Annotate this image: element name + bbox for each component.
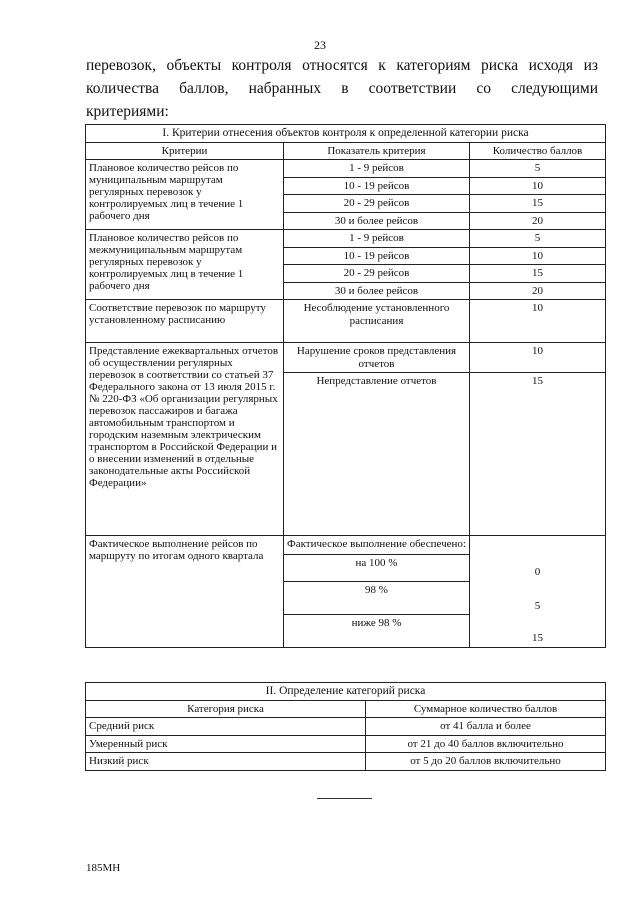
- score-cell: 20: [470, 212, 606, 230]
- end-rule: [317, 798, 372, 799]
- intro-line-2: количества баллов, набранных в соответствии со следующими: [86, 80, 598, 97]
- risk-categories-table: [85, 682, 606, 771]
- indicator-cell: 98 %: [284, 581, 470, 614]
- score-value: 15: [532, 632, 543, 644]
- category-cell: Умеренный риск: [86, 735, 366, 753]
- score-cell: 10: [470, 343, 606, 373]
- table-row: [86, 230, 606, 248]
- indicator-subheader: Фактическое выполнение обеспечено:: [284, 536, 470, 555]
- indicator-cell: 20 - 29 рейсов: [284, 265, 470, 283]
- indicator-cell: 1 - 9 рейсов: [284, 230, 470, 248]
- risk-criteria-table: [85, 124, 606, 648]
- intro-line-1: перевозок, объекты контроля относятся к категориям риска исходя из: [86, 57, 598, 74]
- indicator-cell: на 100 %: [284, 554, 470, 581]
- criterion-intermunicipal-trips: Плановое количество рейсов по межмуниципальным маршрутам регулярных перевозок у контролируемых лиц в течение 1 рабочего дня: [86, 230, 284, 300]
- header-score: Количество баллов: [470, 142, 606, 160]
- score-cell: 5: [470, 230, 606, 248]
- indicator-cell: 10 - 19 рейсов: [284, 177, 470, 195]
- header-criteria: Критерии: [86, 142, 284, 160]
- table-row: [86, 300, 606, 343]
- header-points: Суммарное количество баллов: [366, 700, 606, 718]
- indicator-cell: Нарушение сроков представления отчетов: [284, 343, 470, 373]
- indicator-cell: Несоблюдение установленного расписания: [284, 300, 470, 343]
- page-number: 23: [314, 38, 326, 52]
- table-header-row: [86, 142, 606, 160]
- table-title-row: [86, 683, 606, 701]
- score-value: 5: [534, 600, 541, 612]
- table2-title: II. Определение категорий риска: [86, 683, 606, 701]
- indicator-cell: 10 - 19 рейсов: [284, 247, 470, 265]
- table-row: [86, 343, 606, 373]
- table-row: [86, 160, 606, 178]
- table-title-row: [86, 125, 606, 143]
- table-row: [86, 718, 606, 736]
- header-indicator: Показатель критерия: [284, 142, 470, 160]
- points-cell: от 21 до 40 баллов включительно: [366, 735, 606, 753]
- score-value: 0: [534, 566, 541, 578]
- criterion-municipal-trips: Плановое количество рейсов по муниципальным маршрутам регулярных перевозок у контролируемых лиц в течение 1 рабочего дня: [86, 160, 284, 230]
- table-row: [86, 753, 606, 771]
- table-header-row: [86, 700, 606, 718]
- table-row: [86, 536, 606, 555]
- criterion-quarterly-reports: Представление ежеквартальных отчетов об осуществлении регулярных перевозок в соответствии со статьей 37 Федерального закона от 13 июля 2015 г. № 220-ФЗ «Об организации регулярных перевозок пассажиров и багажа автомобильным транспортом и городским наземным электрическим транспортом в Российской Федерации и о внесении изменений в отдельные законодательные акты Российской Федерации»: [86, 343, 284, 536]
- intro-paragraph: [86, 54, 598, 123]
- score-cell: 10: [470, 300, 606, 343]
- criterion-actual-trips: Фактическое выполнение рейсов по маршруту по итогам одного квартала: [86, 536, 284, 648]
- indicator-cell: ниже 98 %: [284, 614, 470, 647]
- table-row: [86, 735, 606, 753]
- indicator-cell: 30 и более рейсов: [284, 212, 470, 230]
- score-cell: 15: [470, 195, 606, 213]
- intro-line-3: критериями:: [86, 103, 169, 120]
- indicator-cell: 1 - 9 рейсов: [284, 160, 470, 178]
- table1-title: I. Критерии отнесения объектов контроля к определенной категории риска: [86, 125, 606, 143]
- score-cell: 20: [470, 282, 606, 300]
- category-cell: Низкий риск: [86, 753, 366, 771]
- score-cell: 15: [470, 373, 606, 536]
- category-cell: Средний риск: [86, 718, 366, 736]
- score-cell: 5: [470, 160, 606, 178]
- score-cell: 10: [470, 177, 606, 195]
- points-cell: от 5 до 20 баллов включительно: [366, 753, 606, 771]
- header-category: Категория риска: [86, 700, 366, 718]
- indicator-cell: 20 - 29 рейсов: [284, 195, 470, 213]
- indicator-cell: Непредставление отчетов: [284, 373, 470, 536]
- points-cell: от 41 балла и более: [366, 718, 606, 736]
- indicator-cell: 30 и более рейсов: [284, 282, 470, 300]
- score-cell: 15: [470, 265, 606, 283]
- score-cell-group: [470, 536, 606, 648]
- footer-code: 185МН: [86, 862, 121, 874]
- criterion-schedule-compliance: Соответствие перевозок по маршруту установленному расписанию: [86, 300, 284, 343]
- score-cell: 10: [470, 247, 606, 265]
